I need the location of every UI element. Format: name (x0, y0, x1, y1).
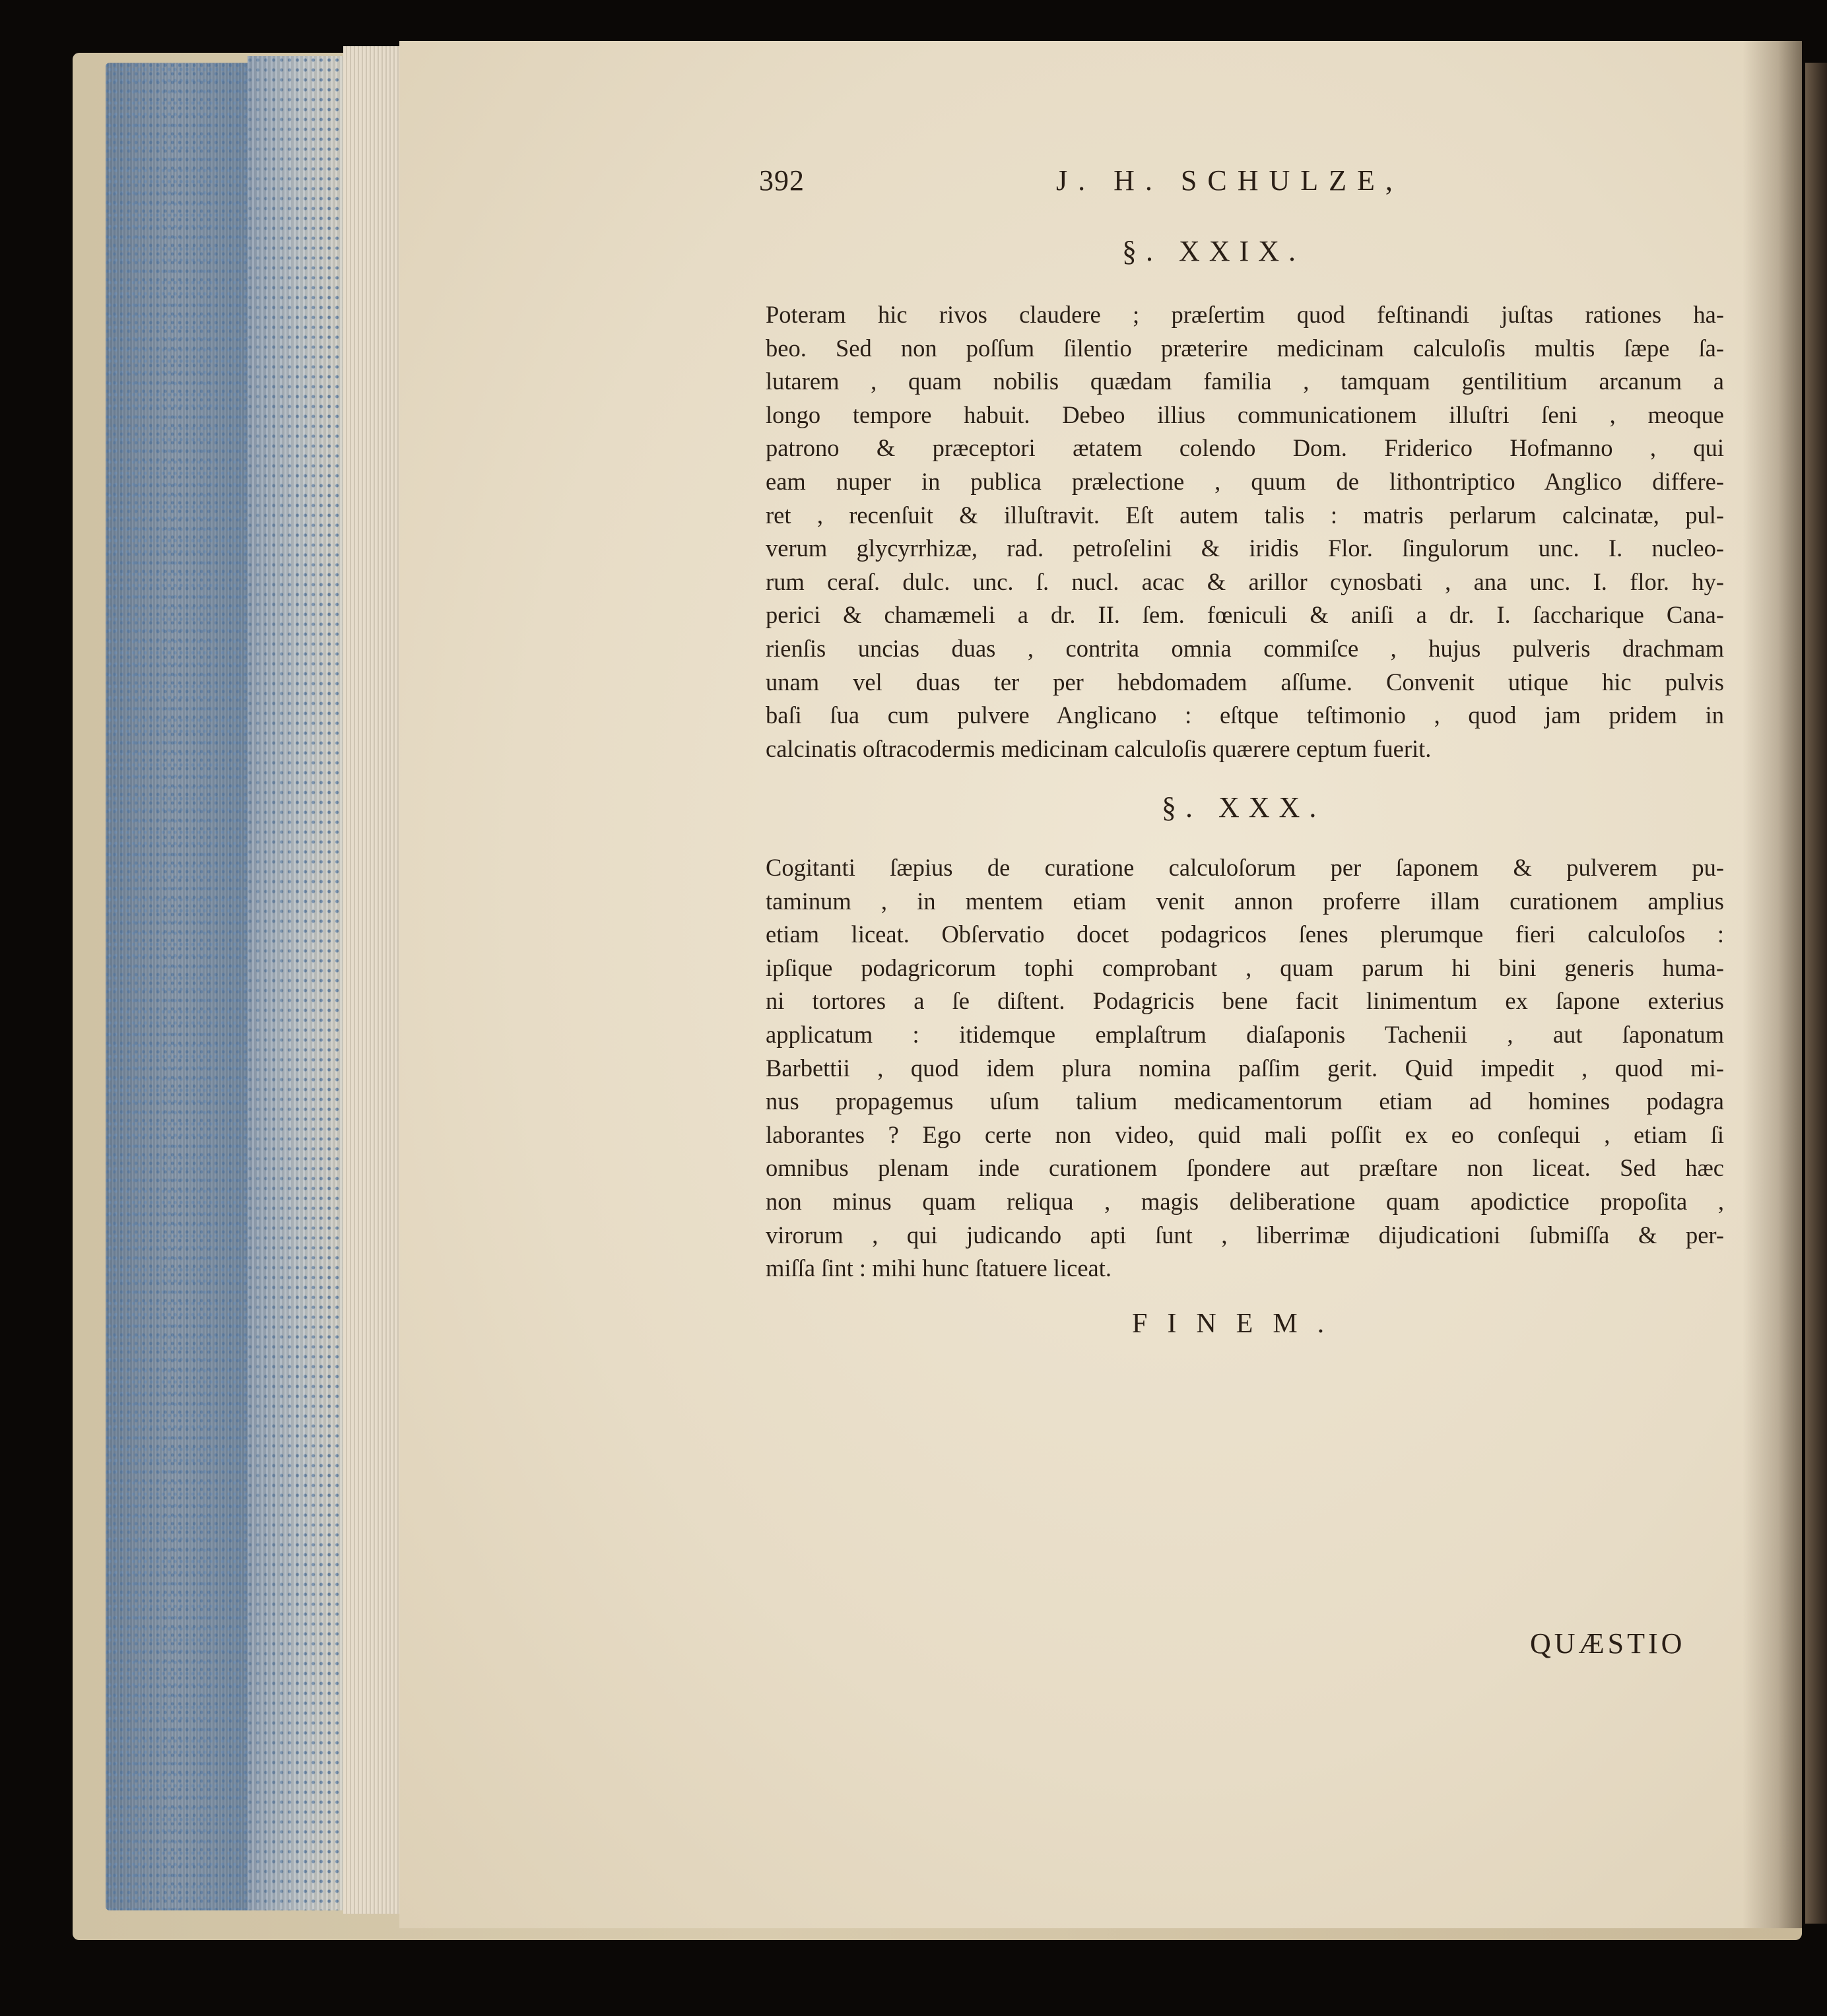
section-heading-xxix: §. XXIX. (1122, 235, 1305, 267)
text-line: etiam liceat. Obſervatio docet podagricos ſenes plerumque fieri calculoſos : (766, 921, 1724, 948)
text-line: Barbettii , quod idem plura nomina paſſim gerit. Quid impedit , quod mi- (766, 1054, 1724, 1082)
text-line: virorum , qui judicando apti ſunt , liberrimæ dijudicationi ſubmiſſa & per- (766, 1221, 1724, 1249)
text-line: ret , recenſuit & illuſtravit. Eſt autem talis : matris perlarum calcinatæ, pul- (766, 501, 1724, 529)
facing-page-edge (1805, 63, 1827, 1924)
finis-text: FINEM. (1132, 1309, 1345, 1339)
text-line: non minus quam reliqua , magis deliberatione quam apodictice propoſita , (766, 1187, 1724, 1215)
text-line: baſi ſua cum pulvere Anglicano : eſtque teſtimonio , quod jam pridem in (766, 701, 1724, 729)
paragraph-xxx (766, 851, 1724, 1285)
text-line: laborantes ? Ego certe non video, quid mali poſſit ex eo conſequi , etiam ſi (766, 1121, 1724, 1148)
text-line: beo. Sed non poſſum ſilentio præterire medicinam calculoſis multis ſæpe ſa- (766, 334, 1724, 362)
text-line: eam nuper in publica prælectione , quum de lithontriptico Anglico differe- (766, 467, 1724, 495)
section-heading-xxx: §. XXX. (1162, 791, 1326, 824)
page-number: 392 (759, 164, 805, 197)
text-line: rienſis uncias duas , contrita omnia commiſce , hujus pulveris drachmam (766, 634, 1724, 662)
page-gutter-shadow (1743, 41, 1802, 1928)
text-line: Cogitanti ſæpius de curatione calculoſorum per ſaponem & pulverem pu- (766, 854, 1724, 881)
text-line: omnibus plenam inde curationem ſpondere aut præſtare non liceat. Sed hæc (766, 1154, 1724, 1182)
text-line: applicatum : itidemque emplaſtrum diaſaponis Tachenii , aut ſaponatum (766, 1020, 1724, 1048)
text-line: perici & chamæmeli a dr. II. ſem. fœniculi & aniſi a dr. I. ſaccharique Cana- (766, 601, 1724, 629)
text-line: miſſa ſint : mihi hunc ſtatuere liceat. (766, 1254, 1112, 1282)
text-line: nus propagemus uſum talium medicamentorum etiam ad homines podagra (766, 1088, 1724, 1115)
text-line: longo tempore habuit. Debeo illius communicationem illuſtri ſeni , meoque (766, 401, 1724, 428)
text-line: ipſique podagricorum tophi comprobant , quam parum hi bini generis huma- (766, 954, 1724, 981)
catchword: QUÆSTIO (1530, 1627, 1686, 1660)
paragraph-xxix (766, 298, 1724, 765)
page-stack (343, 46, 403, 1914)
text-line: unam vel duas ter per hebdomadem aſſume. Convenit utique hic pulvis (766, 668, 1724, 696)
page-header (759, 164, 1716, 210)
running-head: J. H. SCHULZE, (1056, 164, 1403, 197)
text-line: verum glycyrrhizæ, rad. petroſelini & iridis Flor. ſingulorum unc. I. nucleo- (766, 535, 1724, 562)
text-line: Poteram hic rivos claudere ; præſertim quod feſtinandi juſtas rationes ha- (766, 301, 1724, 328)
text-line: ni tortores a ſe diſtent. Podagricis bene facit linimentum ex ſapone exterius (766, 987, 1724, 1015)
page-edges-speckled (106, 63, 248, 1910)
text-line: taminum , in mentem etiam venit annon proferre illam curationem amplius (766, 887, 1724, 915)
text-line: patrono & præceptori ætatem colendo Dom. Friderico Hofmanno , qui (766, 434, 1724, 462)
text-line: lutarem , quam nobilis quædam familia , tamquam gentilitium arcanum a (766, 368, 1724, 395)
text-line: rum ceraſ. dulc. unc. ſ. nucl. acac & arillor cynosbati , ana unc. I. flor. hy- (766, 568, 1724, 595)
text-line: calcinatis oſtracodermis medicinam calculoſis quærere ceptum fuerit. (766, 734, 1432, 762)
